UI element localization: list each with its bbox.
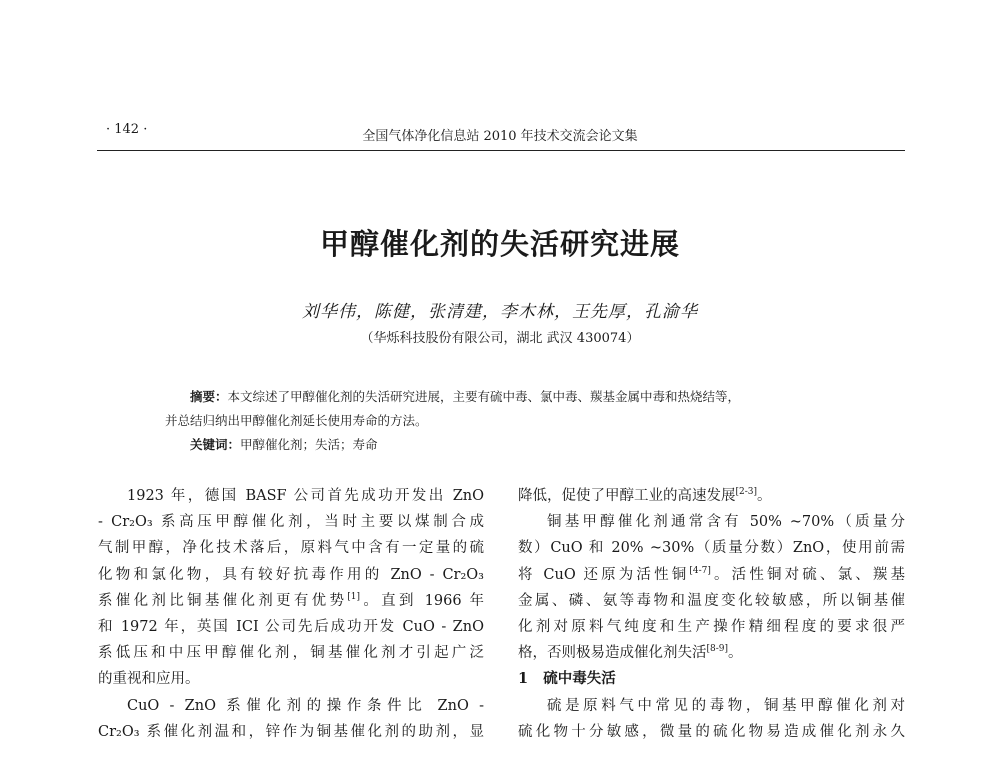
authors: 刘华伟，陈健，张清建，李木林，王先厚，孔渝华 [302,302,698,322]
affiliation: （华烁科技股份有限公司，湖北 武汉 430074） [360,331,640,346]
body-text: 系催化剂比铜基催化剂更有优势 [98,592,348,609]
body-line [98,588,484,614]
keywords-text: 甲醇催化剂；失活；寿命 [240,437,378,452]
abstract-label: 摘要： [190,389,228,404]
left-column [98,483,484,745]
body-line: 硫是原料气中常见的毒物，铜基甲醇催化剂对 [547,697,905,714]
abstract-text-1: 本文综述了甲醇催化剂的失活研究进展，主要有硫中毒、氯中毒、羰基金属中毒和热烧结等， [227,389,741,404]
section-number: 1 [518,670,529,688]
body-line: - Cr₂O₃ 系高压甲醇催化剂，当时主要以煤制合成 [98,514,484,531]
citation-ref: [1] [347,591,361,602]
article-title: 甲醇催化剂的失活研究进展 [319,227,680,261]
abstract-line-1 [190,387,740,405]
citation-ref: [4-7] [689,565,711,576]
body-line: 化剂对原料气纯度和生产操作精细程度的要求很严 [518,619,905,636]
body-line [518,562,905,588]
body-line: 铜基甲醇催化剂通常含有 50% ~70%（质量分 [547,514,905,531]
abstract-line-2: 并总结归纳出甲醇催化剂延长使用寿命的方法。 [165,413,428,428]
body-line: 的重视和应用。 [98,671,200,688]
body-line: 系低压和中压甲醇催化剂，铜基催化剂才引起广泛 [98,645,484,662]
body-line: CuO - ZnO 系催化剂的操作条件比 ZnO - [127,697,484,714]
body-text: 。 [757,488,772,504]
body-text: 降低，促使了甲醇工业的高速发展 [518,488,736,504]
citation-ref: [8-9] [706,644,729,655]
body-line [518,483,905,509]
right-column [518,483,905,745]
section-heading [518,666,905,692]
page-number: · 142 · [106,122,148,137]
body-text: 。活性铜对硫、氯、羰基 [710,566,906,583]
citation-ref: [2-3] [735,487,758,498]
body-line: 硫化物十分敏感，微量的硫化物易造成催化剂永久 [518,723,905,740]
body-line: 金属、磷、氨等毒物和温度变化较敏感，所以铜基催 [518,592,905,609]
body-text: 将 CuO 还原为活性铜 [518,566,690,583]
body-line: 和 1972 年，英国 ICI 公司先后成功开发 CuO - ZnO [98,619,484,636]
header-rule [97,150,905,151]
section-title: 硫中毒失活 [543,670,616,688]
keywords-line [190,435,378,453]
body-text: 。 [728,645,743,662]
keywords-label: 关键词： [190,437,241,452]
body-text: 。直到 1966 年 [360,592,485,609]
body-text: 格，否则极易造成催化剂失活 [518,645,707,662]
body-line: 化物和氯化物，具有较好抗毒作用的 ZnO - Cr₂O₃ [98,566,484,583]
body-line: Cr₂O₃ 系催化剂温和，锌作为铜基催化剂的助剂，显 [98,723,484,740]
body-line [518,640,905,666]
running-title: 全国气体净化信息站 2010 年技术交流会论文集 [362,129,638,144]
body-line: 数）CuO 和 20% ~30%（质量分数）ZnO，使用前需 [518,540,905,557]
body-line: 1923 年，德国 BASF 公司首先成功开发出 ZnO [127,488,484,504]
body-line: 气制甲醇，净化技术落后，原料气中含有一定量的硫 [98,540,484,557]
